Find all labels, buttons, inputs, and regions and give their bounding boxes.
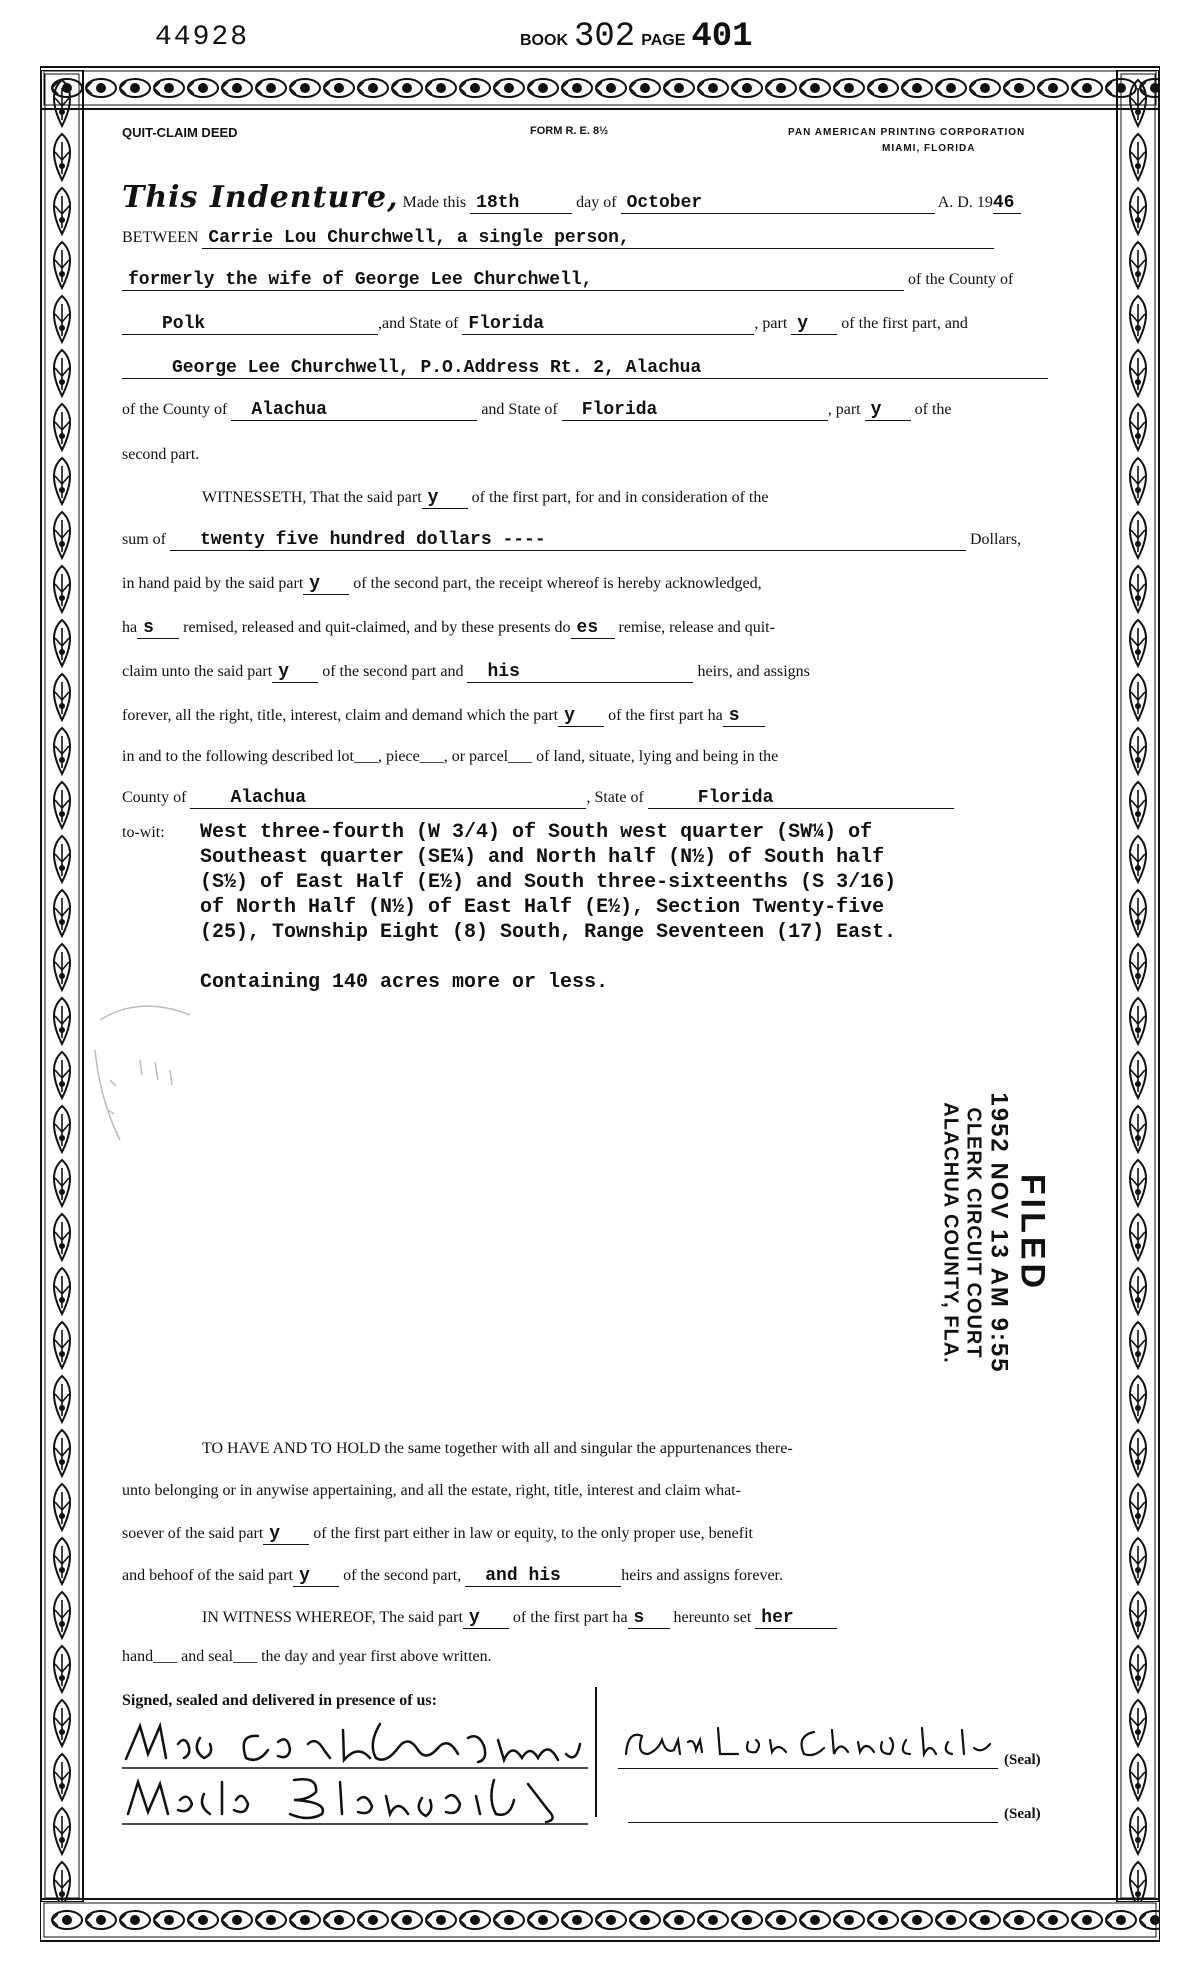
witness-part-suffix: y — [463, 1608, 509, 1629]
part-label-2: , part — [827, 401, 861, 418]
habendum-line4 — [122, 1566, 1058, 1587]
forever-text-2: of the first part ha — [608, 707, 723, 724]
indenture-line — [122, 180, 1058, 215]
day-field: 18th — [470, 193, 572, 214]
grantor-line1: Carrie Lou Churchwell, a single person, — [202, 228, 994, 249]
grantor-signature-line — [618, 1768, 998, 1769]
habendum-text-4c: heirs and assigns forever. — [621, 1567, 783, 1584]
book-number: 302 — [574, 18, 636, 56]
top-ornamental-border — [40, 66, 1160, 110]
book-page-stamp — [520, 18, 753, 56]
filed-date: 1952 NOV 13 AM 9:55 — [985, 1092, 1013, 1374]
habendum-text-3a: soever of the said part — [122, 1525, 264, 1542]
made-this-text: Made this — [402, 194, 467, 211]
part-suffix-2: y — [865, 400, 911, 421]
filed-stamp — [915, 1092, 1075, 1374]
between-label: BETWEEN — [122, 229, 199, 246]
grantor-line2-row — [122, 270, 1058, 291]
habendum-text-4b: of the second part, — [343, 1567, 462, 1584]
forever-ha-fill: s — [723, 706, 765, 727]
page-label: PAGE — [641, 32, 686, 49]
claim-line — [122, 662, 1058, 683]
grantee-line: George Lee Churchwell, P.O.Address Rt. 2, Alachua — [122, 358, 1048, 379]
witnesseth-part-suffix: y — [422, 488, 468, 509]
grantee-line-row — [122, 358, 1058, 379]
signed-sealed-line: Signed, sealed and delivered in presence of us: — [122, 1692, 437, 1709]
ad-text: A. D. 19 — [937, 194, 993, 211]
between-line — [122, 228, 1058, 249]
state-value: Florida — [648, 788, 954, 809]
remised-text-1: remised, released and quit-claimed, and by these presents do — [183, 619, 571, 636]
embossed-seal-faint — [80, 990, 210, 1190]
year-field: 46 — [993, 193, 1021, 214]
to-wit-label: to-wit: — [122, 824, 165, 841]
month-field: October — [621, 193, 935, 214]
state-of-label: , State of — [586, 789, 644, 806]
habendum-part-suffix-1: y — [263, 1524, 309, 1545]
ha-fill: s — [137, 618, 179, 639]
ha-text: ha — [122, 619, 138, 636]
part-suffix-1: y — [791, 314, 837, 335]
filed-text: FILED — [1013, 1173, 1052, 1293]
remised-text-2: remise, release and quit- — [618, 619, 775, 636]
witness-whereof-line — [122, 1608, 1058, 1629]
form-title: QUIT-CLAIM DEED — [122, 125, 238, 140]
witness-ha-fill: s — [628, 1608, 670, 1629]
in-hand-text-1: in hand paid by the said part — [122, 575, 304, 592]
grantor-state: Florida — [462, 314, 754, 335]
habendum-line2: unto belonging or in anywise appertaining, and all the estate, right, title, interest and claim what- — [122, 1482, 741, 1499]
witness-signature-2 — [118, 1770, 588, 1830]
part-label: , part — [754, 315, 788, 332]
grantee-state: Florida — [562, 400, 828, 421]
and-state-of-text-2: and State of — [481, 401, 558, 418]
sum-value: twenty five hundred dollars ---- — [170, 530, 966, 551]
right-ornamental-border — [1116, 70, 1160, 1902]
forever-text-1: forever, all the right, title, interest, claim and demand which the part — [122, 707, 559, 724]
seal-label-1: (Seal) — [1004, 1752, 1041, 1768]
do-fill: es — [571, 618, 615, 639]
bottom-ornamental-border — [40, 1898, 1160, 1942]
of-the-county-of-text: of the County of — [122, 401, 228, 418]
sum-line — [122, 530, 1058, 551]
and-state-of-text: ,and State of — [378, 315, 459, 332]
seal-label-2: (Seal) — [1004, 1806, 1041, 1822]
in-hand-text-2: of the second part, the receipt whereof is hereby acknowledged, — [353, 575, 762, 592]
forever-line — [122, 706, 1058, 727]
habendum-part-suffix-2: y — [293, 1566, 339, 1587]
printer-name: PAN AMERICAN PRINTING CORPORATION — [788, 127, 1026, 138]
county-state-line — [122, 788, 1058, 809]
county-of-label: County of — [122, 789, 187, 806]
record-number: 44928 — [155, 22, 250, 53]
grantor-location-line — [122, 314, 1058, 335]
left-ornamental-border — [40, 70, 84, 1902]
in-hand-line — [122, 574, 1058, 595]
filed-clerk: CLERK CIRCUIT COURT — [962, 1107, 985, 1359]
forever-part-suffix: y — [558, 706, 604, 727]
habendum-text-4a: and behoof of the said part — [122, 1567, 294, 1584]
filed-county: ALACHUA COUNTY, FLA. — [939, 1102, 962, 1364]
witness-text-2: of the first part ha — [512, 1609, 628, 1626]
claim-text-1: claim unto the said part — [122, 663, 273, 680]
of-county-of-text: of the County of — [908, 271, 1014, 288]
habendum-text-3b: of the first part either in law or equity, to the only proper use, benefit — [313, 1525, 753, 1542]
of-the-text: of the — [914, 401, 952, 418]
page-number: 401 — [691, 18, 753, 56]
in-and-to-line: in and to the following described lot___, piece___, or parcel___ of land, situate, lying and being in the — [122, 748, 779, 765]
book-label: BOOK — [520, 32, 568, 49]
hand-seal-line: hand___ and seal___ the day and year first above written. — [122, 1648, 492, 1665]
sum-of-label: sum of — [122, 531, 166, 548]
indenture-title: This Indenture, — [122, 180, 399, 215]
form-code: FORM R. E. 8½ — [530, 125, 609, 137]
witness-text-1: IN WITNESS WHEREOF, The said part — [202, 1609, 463, 1626]
county-value: Alachua — [190, 788, 586, 809]
second-signature-line — [628, 1822, 998, 1823]
grantor-signature — [618, 1720, 998, 1770]
her-field: her — [755, 1608, 837, 1629]
and-his-field: and his — [465, 1566, 621, 1587]
of-first-part-text: of the first part, and — [841, 315, 968, 332]
witnesseth-text-2: of the first part, for and in consideration of the — [471, 489, 769, 506]
grantee-county: Alachua — [231, 400, 477, 421]
his-field: his — [467, 662, 693, 683]
habendum-line3 — [122, 1524, 1058, 1545]
claim-text-3: heirs, and assigns — [697, 663, 810, 680]
signature-divider-bracket — [586, 1682, 606, 1822]
claim-text-2: of the second part and — [322, 663, 464, 680]
in-hand-part-suffix: y — [303, 574, 349, 595]
grantor-line2: formerly the wife of George Lee Churchwell, — [122, 270, 904, 291]
witness-text-3: hereunto set — [673, 1609, 752, 1626]
grantee-location-line — [122, 400, 1058, 421]
second-part-line: second part. — [122, 446, 200, 463]
day-of-text: day of — [576, 194, 617, 211]
remised-line — [122, 618, 1058, 639]
habendum-line1: TO HAVE AND TO HOLD the same together with all and singular the appurtenances there- — [202, 1440, 793, 1457]
witnesseth-text-1: WITNESSETH, That the said part — [202, 489, 422, 506]
claim-part-suffix: y — [272, 662, 318, 683]
grantor-county: Polk — [122, 314, 378, 335]
dollars-label: Dollars, — [970, 531, 1022, 548]
legal-description: West three-fourth (W 3/4) of South west quarter (SW¼) of Southeast quarter (SE¼) and North half (N½) of South half (S½) of East Half (E½) and South three-sixteenths (S 3/16) of North Half (N½) of East Half (E½), Section Twenty-five (25), Township Eight (8) South, Range Seventeen (17) East. Containing 140 acres more or less. — [200, 821, 897, 994]
printer-city: MIAMI, FLORIDA — [882, 143, 976, 154]
witnesseth-line — [122, 488, 1058, 509]
witness-signature-1 — [118, 1714, 588, 1774]
